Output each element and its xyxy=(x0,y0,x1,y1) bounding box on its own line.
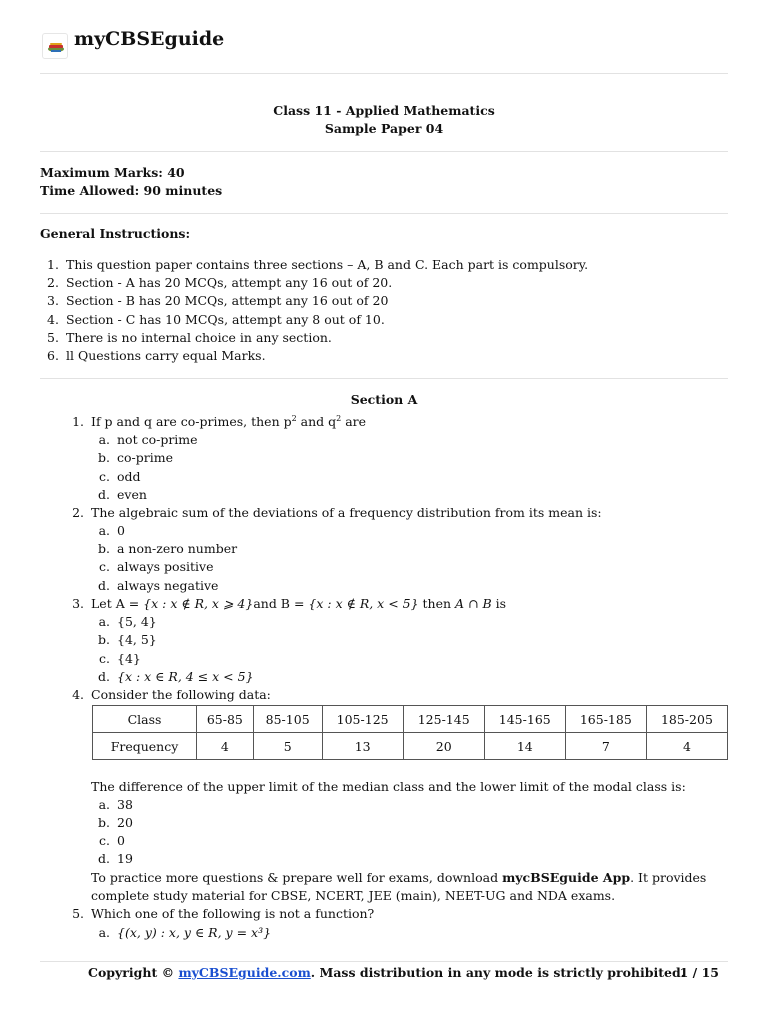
table-cell: Frequency xyxy=(93,733,197,760)
max-marks: Maximum Marks: 40 xyxy=(40,165,185,180)
table-cell: 165-185 xyxy=(565,706,646,733)
table-row xyxy=(93,733,728,760)
table-row xyxy=(93,706,728,733)
footer-divider xyxy=(40,961,728,962)
document-page: myCBSEguide Class 11 - Applied Mathematics Sample Paper 04 Maximum Marks: 40 Time Allowed: 90 minutes General Instructions: 1. This question paper contains three sections – A, B and C. Each part is compulsory. 2. Section - A has 20 MCQs, attempt any 16 out of 20. 3. Section - B has 20 MCQs, attempt any 16 out of 20 4. Section - C has 10 MCQs, attempt any 8 out of 10. 5. There is no internal choice in any section. 6. ll Questions carry equal Marks. Section A 1. If p and q are co-primes, then $p^2$ and $q^2$ are a. not co-prime b. co-prime c. odd d. even 2. The algebraic sum of the deviations of a frequency distribution from its mean is: a. 0 b. a non-zero number c. always positive d. always negative 3. Let A = {x : x ∉ R, x ⩾ 4}and B = {x : x ∉ R, x < 5} then A ∩ B is a. {5, 4} b. {4, 5} c. {4} d. {x : x ∈ R, 4 ≤ x < 5} 4. Consider the following data: Class 65-85 85-105 105-125 125-145 145-165 165-185 185-205 Frequency 4 5 13 20 14 7 4 The difference of the upper limit of the median class and the lower limit of the modal class is: a. 38 b. 20 c. 0 d. 19 To practice more questions & prepare well for exams, download mycBSEguide App. It provides complete study material for CBSE, NCERT, JEE (main), NEET-UG and NDA exams. 5. Which one of the following is not a function? a. {(x, y) : x, y ∈ R, y = x³} Copyright © myCBSEguide.com. Mass distribution in any mode is strictly prohibited. 1 / 15 xyxy=(0,0,768,1024)
brand-logo-icon xyxy=(42,33,68,59)
marks-block xyxy=(40,164,222,200)
question-text: Consider the following data: xyxy=(91,687,271,702)
table-cell: 14 xyxy=(484,733,565,760)
table-cell: 65-85 xyxy=(197,706,254,733)
set-a-expression: {x : x ∉ R, x ⩾ 4} xyxy=(143,596,254,611)
site-link[interactable]: myCBSEguide.com xyxy=(178,965,311,980)
divider xyxy=(40,213,728,214)
promo-text: To practice more questions & prepare well for exams, download mycBSEguide App. It provides complete study material for CBSE, NCERT, JEE (main), NEET-UG and NDA exams. xyxy=(91,870,707,903)
instruction-item: 2. Section - A has 20 MCQs, attempt any 16 out of 20. xyxy=(47,275,393,291)
table-cell: 85-105 xyxy=(253,706,322,733)
instructions-heading: General Instructions: xyxy=(40,226,191,241)
table-cell: 7 xyxy=(565,733,646,760)
table-cell: Class xyxy=(93,706,197,733)
divider xyxy=(40,151,728,152)
paper-title: Class 11 - Applied Mathematics xyxy=(273,103,495,118)
instruction-item: 1. This question paper contains three sections – A, B and C. Each part is compulsory. xyxy=(47,257,589,272)
divider xyxy=(40,378,728,379)
table-cell: 125-145 xyxy=(403,706,484,733)
intersection-expression: A ∩ B xyxy=(455,596,492,611)
brand-name: myCBSEguide xyxy=(74,28,225,50)
section-title: Section A xyxy=(350,392,418,407)
time-allowed: Time Allowed: 90 minutes xyxy=(40,183,223,198)
table-cell: 4 xyxy=(197,733,254,760)
table-cell: 5 xyxy=(253,733,322,760)
table-cell: 105-125 xyxy=(322,706,403,733)
paper-subtitle: Sample Paper 04 xyxy=(324,121,444,136)
question-text: Let A = {x : x ∉ R, x ⩾ 4}and B = {x : x ∉ R, x < 5} then A ∩ B is xyxy=(91,596,507,611)
table-cell: 20 xyxy=(403,733,484,760)
table-cell: 185-205 xyxy=(646,706,727,733)
question-text: If p and q are co-primes, then $p^2$ and $q^2$ are xyxy=(91,414,367,429)
table-cell: 145-165 xyxy=(484,706,565,733)
question-text: The algebraic sum of the deviations of a frequency distribution from its mean is: xyxy=(91,505,602,520)
question-text: Which one of the following is not a function? xyxy=(91,906,375,921)
instructions-list xyxy=(40,256,588,365)
set-b-expression: {x : x ∉ R, x < 5} xyxy=(308,596,419,611)
table-cell: 4 xyxy=(646,733,727,760)
instruction-item: 4. Section - C has 10 MCQs, attempt any 8 out of 10. xyxy=(47,311,385,327)
page-number: 1 / 15 xyxy=(679,965,719,980)
instruction-item: 6. ll Questions carry equal Marks. xyxy=(47,348,266,364)
promo-app-name: mycBSEguide App xyxy=(502,870,631,885)
page-header xyxy=(40,26,728,74)
paper-title-block xyxy=(40,102,728,138)
copyright-notice: Copyright © myCBSEguide.com. Mass distribution in any mode is strictly prohibited. xyxy=(88,965,686,980)
instruction-item: 5. There is no internal choice in any section. xyxy=(47,329,332,345)
instruction-item: 3. Section - B has 20 MCQs, attempt any 16 out of 20 xyxy=(47,293,389,309)
table-cell: 13 xyxy=(322,733,403,760)
frequency-table xyxy=(92,705,728,760)
question-4-text: The difference of the upper limit of the median class and the lower limit of the modal class is: xyxy=(91,779,686,794)
